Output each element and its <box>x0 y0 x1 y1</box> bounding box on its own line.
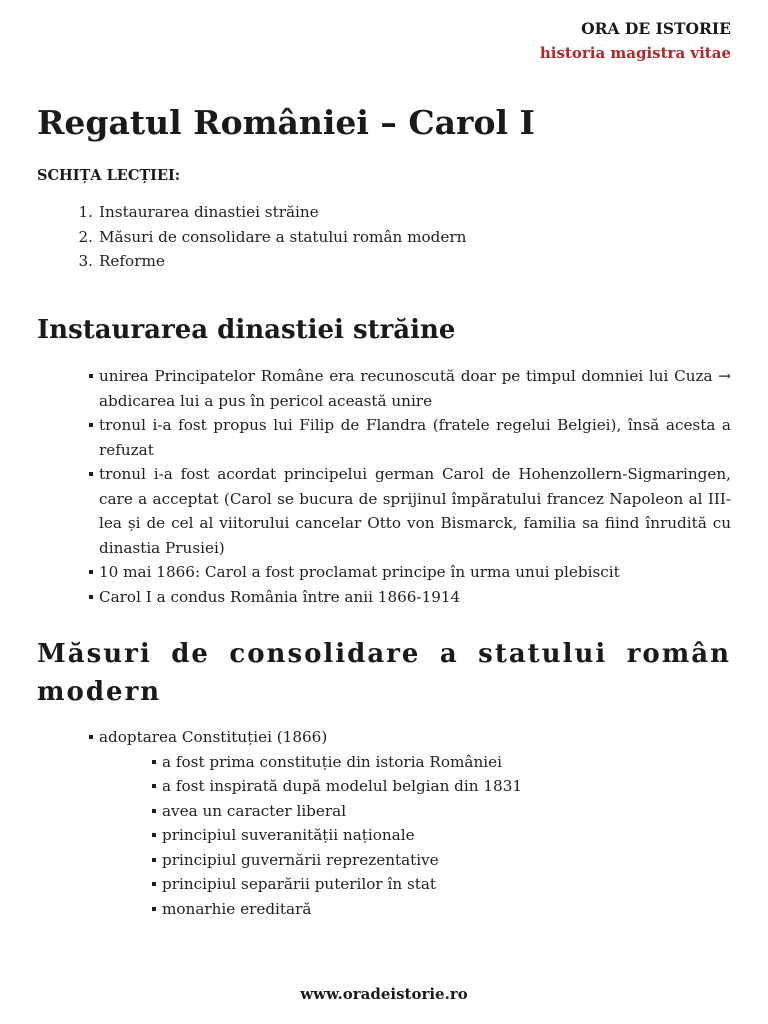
sub-list-item-text: a fost prima constituție din istoria României <box>162 752 502 771</box>
footer-url[interactable]: www.oradeistorie.ro <box>300 985 468 1003</box>
sub-list-item <box>37 823 731 848</box>
outline-heading: SCHIȚA LECȚIEI: <box>37 167 181 184</box>
sub-list-item <box>37 848 731 873</box>
bullet-icon <box>89 374 93 378</box>
list-item-text: tronul i-a fost propus lui Filip de Flandra (fratele regelui Belgiei), însă acesta a refuzat <box>99 416 731 459</box>
sub-list-item-text: principiul suveranității naționale <box>162 826 415 844</box>
bullet-icon <box>89 570 93 574</box>
sub-list-item-text: a fost inspirată după modelul belgian din 1831 <box>162 777 523 795</box>
sub-list-item-text: principiul separării puterilor în stat <box>162 875 437 893</box>
sub-list-item <box>37 774 731 799</box>
bullet-icon <box>152 882 156 886</box>
site-brand: ORA DE ISTORIE <box>581 19 731 38</box>
sub-list-item-text: monarhie ereditară <box>162 899 312 918</box>
site-motto: historia magistra vitae <box>539 44 731 62</box>
outline-list <box>37 200 731 274</box>
bullet-icon <box>89 735 93 739</box>
bullet-icon <box>152 760 156 764</box>
list-item <box>37 364 731 413</box>
dynasty-bullet-list <box>37 364 731 609</box>
sub-list-item-text: principiul guvernării reprezentative <box>162 850 439 869</box>
bullet-icon <box>89 472 93 476</box>
bullet-icon <box>152 809 156 813</box>
bullet-icon <box>89 595 93 599</box>
sub-list-item <box>37 872 731 897</box>
outline-item <box>37 249 731 274</box>
list-item <box>37 413 731 462</box>
bullet-icon <box>152 784 156 788</box>
list-item-text: adoptarea Constituției (1866) <box>99 728 328 746</box>
section-heading-dynasty: Instaurarea dinastiei străine <box>37 315 456 345</box>
outline-item-text: Reforme <box>99 252 165 270</box>
list-item <box>37 585 731 610</box>
outline-item-number: 1. <box>78 203 93 221</box>
outline-item-text: Măsuri de consolidare a statului român modern <box>99 227 467 246</box>
outline-item-text: Instaurarea dinastiei străine <box>99 203 319 221</box>
sub-list-item-text: avea un caracter liberal <box>162 801 347 820</box>
bullet-icon <box>152 907 156 911</box>
bullet-icon <box>152 833 156 837</box>
outline-item <box>37 225 731 250</box>
outline-item-number: 3. <box>78 252 93 270</box>
bullet-icon <box>89 423 93 427</box>
section-heading-consolidation: Măsuri de consolidare a statului român modern <box>37 639 731 707</box>
outline-item-number: 2. <box>78 227 93 246</box>
list-item-text: unirea Principatelor Române era recunoscută doar pe timpul domniei lui Cuza → abdicarea lui a pus în pericol această unire <box>99 367 731 410</box>
outline-item <box>37 200 731 225</box>
sub-list-item <box>37 897 731 922</box>
sub-list-item <box>37 799 731 824</box>
list-item <box>37 725 731 750</box>
list-item <box>37 560 731 585</box>
page-title: Regatul României – Carol I <box>37 103 535 142</box>
list-item <box>37 462 731 560</box>
sub-list-item <box>37 750 731 775</box>
list-item-text: Carol I a condus România între anii 1866-1914 <box>99 587 461 606</box>
list-item-text: 10 mai 1866: Carol a fost proclamat principe în urma unui plebiscit <box>99 563 620 581</box>
bullet-icon <box>152 858 156 862</box>
list-item-text: tronul i-a fost acordat principelui german Carol de Hohenzollern-Sigmaringen, care a acceptat (Carol se bucura de sprijinul împăratului francez Napoleon al III-lea și de cel al viitorului cancelar Otto von Bismarck, familia sa fiind înrudită cu dinastia Prusiei) <box>99 465 731 557</box>
consolidation-bullet-list <box>37 725 731 921</box>
